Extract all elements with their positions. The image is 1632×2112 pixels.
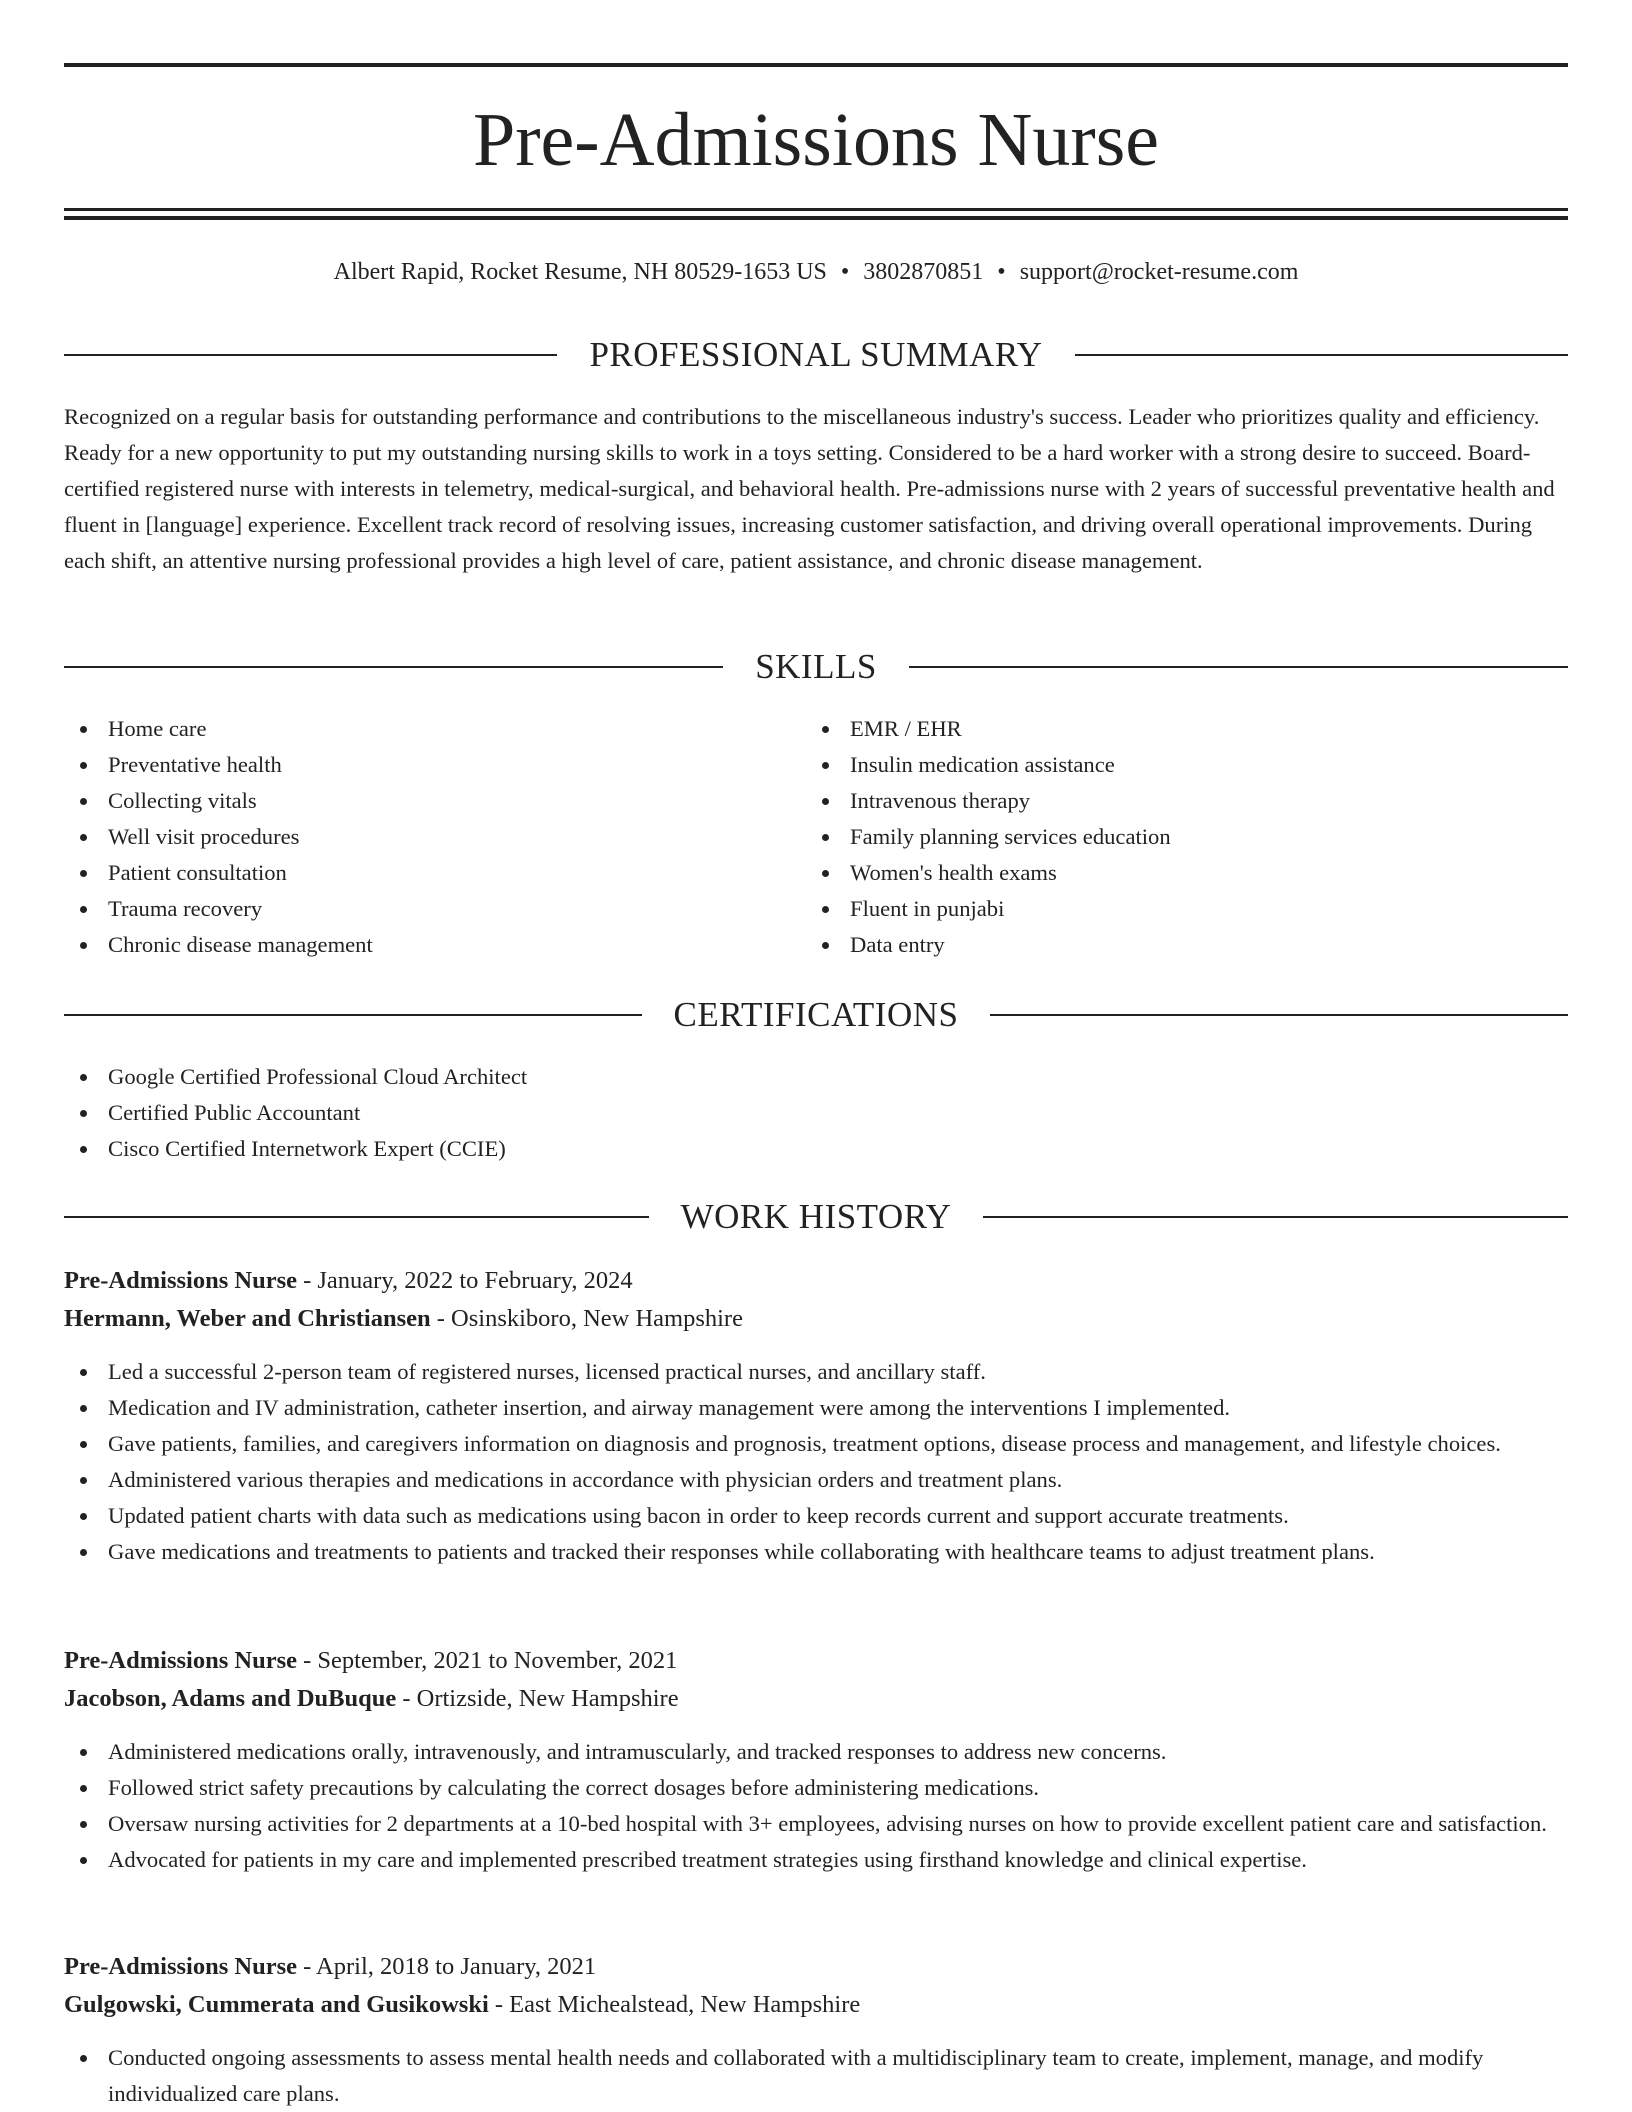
job-dates: - April, 2018 to January, 2021: [296, 1953, 597, 1980]
job-bullet: Medication and IV administration, catheter insertion, and airway management were among the interventions I implemented.: [64, 1390, 1568, 1426]
summary-heading: [64, 332, 1568, 378]
skill-item: Intravenous therapy: [806, 783, 1546, 819]
skill-item: Collecting vitals: [64, 783, 804, 819]
skill-item: Fluent in punjabi: [806, 891, 1546, 927]
job-title: Pre-Admissions Nurse: [64, 1953, 297, 1980]
job-bullets: [64, 2040, 1568, 2112]
job-bullets: [64, 1354, 1568, 1570]
job-title-line: [64, 1948, 1568, 1986]
job-entry: [64, 1642, 1568, 1878]
job-bullet: Gave medications and treatments to patients and tracked their responses while collaborating with healthcare teams to adjust treatment plans.: [64, 1534, 1568, 1570]
job-company-line: [64, 1680, 1568, 1718]
job-bullet: Followed strict safety precautions by calculating the correct dosages before administering medications.: [64, 1770, 1568, 1806]
certification-item: Certified Public Accountant: [64, 1095, 1568, 1131]
divider-line: [990, 1014, 1568, 1016]
divider-line: [909, 666, 1568, 668]
job-company: Hermann, Weber and Christiansen: [64, 1305, 431, 1332]
certification-item: Cisco Certified Internetwork Expert (CCIE): [64, 1131, 1568, 1167]
job-bullet: Advocated for patients in my care and implemented prescribed treatment strategies using firsthand knowledge and clinical expertise.: [64, 1842, 1568, 1878]
skill-item: Insulin medication assistance: [806, 747, 1546, 783]
section-title: SKILLS: [755, 647, 877, 686]
divider-line: [1075, 354, 1568, 356]
header-bottom-rule-thick: [64, 216, 1568, 220]
divider-line: [983, 1216, 1568, 1218]
contact-separator: •: [840, 259, 850, 285]
job-bullet: Administered medications orally, intravenously, and intramuscularly, and tracked responses to address new concerns.: [64, 1734, 1568, 1770]
job-title-line: [64, 1642, 1568, 1680]
job-company: Gulgowski, Cummerata and Gusikowski: [64, 1991, 489, 2018]
certifications-heading: [64, 992, 1568, 1038]
skill-item: Trauma recovery: [64, 891, 804, 927]
job-title-line: [64, 1262, 1568, 1300]
certification-item: Google Certified Professional Cloud Architect: [64, 1059, 1568, 1095]
job-bullets: [64, 1734, 1568, 1878]
section-title: CERTIFICATIONS: [673, 995, 959, 1034]
skills-heading: [64, 644, 1568, 690]
header-top-rule: [64, 63, 1568, 67]
skill-item: Family planning services education: [806, 819, 1546, 855]
job-dates: - January, 2022 to February, 2024: [296, 1267, 633, 1294]
work-history-heading: [64, 1194, 1568, 1240]
contact-address: Albert Rapid, Rocket Resume, NH 80529-1653 US: [333, 259, 827, 285]
contact-phone: 3802870851: [863, 259, 984, 285]
job-bullet: Gave patients, families, and caregivers information on diagnosis and prognosis, treatment options, disease process and management, and lifestyle choices.: [64, 1426, 1568, 1462]
job-entry: [64, 1262, 1568, 1570]
skill-item: Chronic disease management: [64, 927, 804, 963]
job-bullet: Led a successful 2-person team of registered nurses, licensed practical nurses, and ancillary staff.: [64, 1354, 1568, 1390]
skills-list-right: [806, 711, 1546, 963]
job-company-line: [64, 1986, 1568, 2024]
job-title: Pre-Admissions Nurse: [64, 1267, 297, 1294]
contact-info: [64, 254, 1568, 290]
skills-list-left: [64, 711, 804, 963]
job-company: Jacobson, Adams and DuBuque: [64, 1685, 397, 1712]
section-title: PROFESSIONAL SUMMARY: [589, 335, 1043, 374]
section-title: WORK HISTORY: [680, 1197, 952, 1236]
summary-text: Recognized on a regular basis for outstanding performance and contributions to the miscellaneous industry's success. Leader who prioritizes quality and efficiency. Ready for a new opportunity to put my outstanding nursing skills to work in a toys setting. Considered to be a hard worker with a strong desire to succeed. Board-certified registered nurse with interests in telemetry, medical-surgical, and behavioral health. Pre-admissions nurse with 2 years of successful preventative health and fluent in [language] experience. Excellent track record of resolving issues, increasing customer satisfaction, and driving overall operational improvements. During each shift, an attentive nursing professional provides a high level of care, patient assistance, and chronic disease management.: [64, 404, 1555, 573]
job-bullet: Updated patient charts with data such as medications using bacon in order to keep records current and support accurate treatments.: [64, 1498, 1568, 1534]
job-entry: [64, 1948, 1568, 2112]
contact-email: support@rocket-resume.com: [1019, 259, 1299, 285]
skill-item: Home care: [64, 711, 804, 747]
divider-line: [64, 1014, 642, 1016]
skill-item: Women's health exams: [806, 855, 1546, 891]
skill-item: Preventative health: [64, 747, 804, 783]
job-bullet: Oversaw nursing activities for 2 departments at a 10-bed hospital with 3+ employees, advising nurses on how to provide excellent patient care and satisfaction.: [64, 1806, 1568, 1842]
job-bullet: Conducted ongoing assessments to assess mental health needs and collaborated with a multidisciplinary team to create, implement, manage, and modify individualized care plans.: [64, 2040, 1568, 2112]
job-title: Pre-Admissions Nurse: [64, 1647, 297, 1674]
divider-line: [64, 666, 723, 668]
job-location: - East Michealstead, New Hampshire: [488, 1991, 861, 2018]
skill-item: EMR / EHR: [806, 711, 1546, 747]
job-company-line: [64, 1300, 1568, 1338]
job-dates: - September, 2021 to November, 2021: [296, 1647, 678, 1674]
header-bottom-rule: [64, 208, 1568, 211]
job-location: - Ortizside, New Hampshire: [396, 1685, 679, 1712]
job-bullet: Administered various therapies and medications in accordance with physician orders and treatment plans.: [64, 1462, 1568, 1498]
page-title: Pre-Admissions Nurse: [472, 98, 1160, 182]
divider-line: [64, 1216, 649, 1218]
skill-item: Well visit procedures: [64, 819, 804, 855]
certifications-list: [64, 1059, 1568, 1167]
skill-item: Patient consultation: [64, 855, 804, 891]
divider-line: [64, 354, 557, 356]
job-location: - Osinskiboro, New Hampshire: [430, 1305, 743, 1332]
skill-item: Data entry: [806, 927, 1546, 963]
contact-separator: •: [997, 259, 1006, 285]
